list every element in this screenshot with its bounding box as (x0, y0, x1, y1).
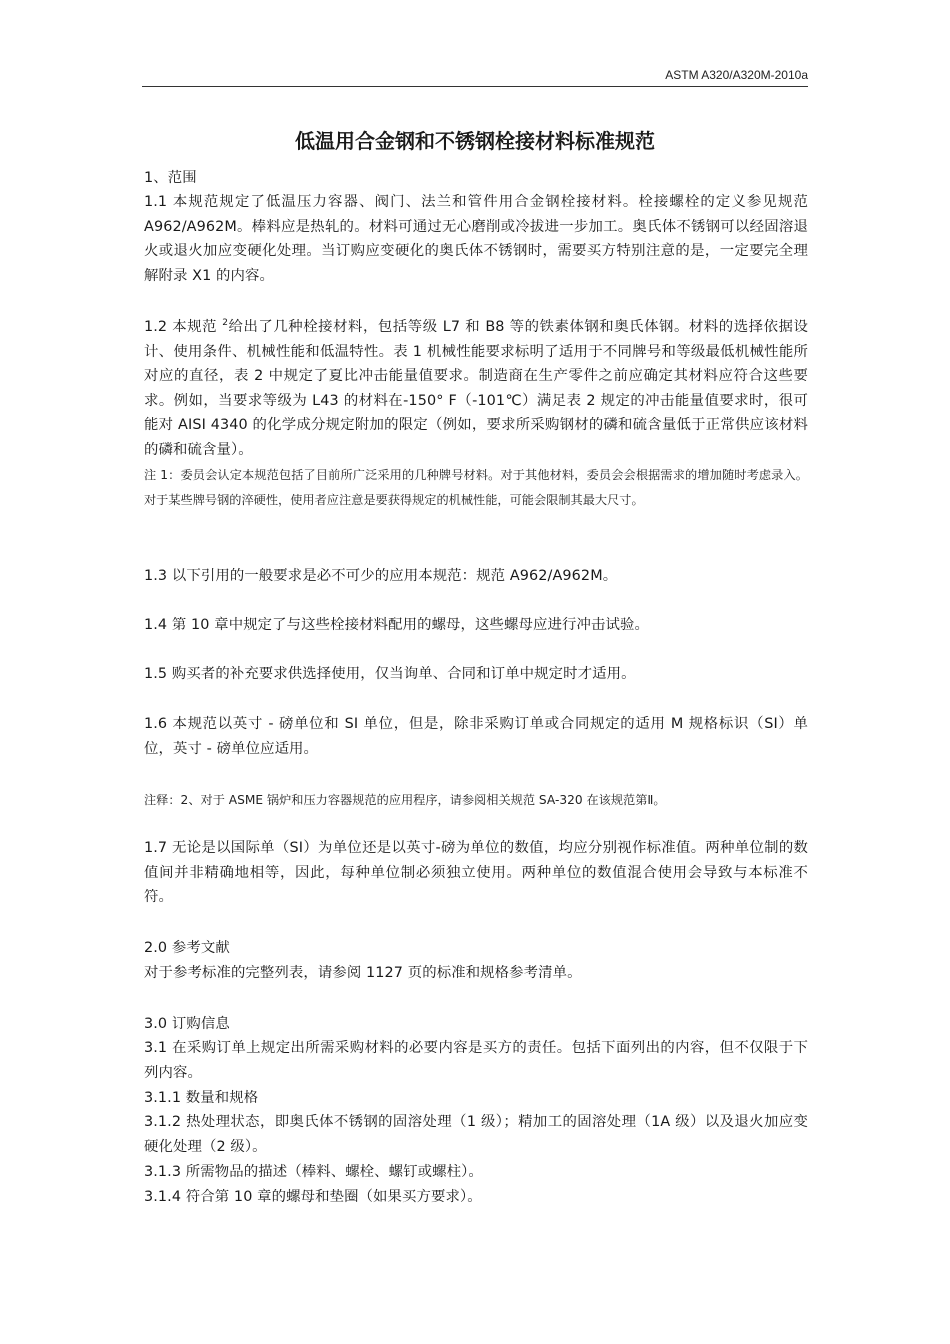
paragraph-1-2-body: 给出了几种栓接材料，包括等级 L7 和 B8 等的铁素体钢和奥氏体钢。材料的选择依据设计、使用条件、机械性能和低温特性。表 1 机械性能要求标明了适用于不同牌号和等级最低机械性能所对应的直径，表 2 中规定了夏比冲击能量值要求。制造商在生产零件之前应确定其材料应符合这些要求。例如，当要求等级为 L43 的材料在-150° F（-101℃）满足表 2 规定的冲击能量值要求时，很可能对 AISI 4340 的化学成分规定附加的限定（例如，要求所采购钢材的磷和硫含量低于正常供应该材料的磷和硫含量）。 (144, 319, 808, 458)
paragraph-1-5: 1.5 购买者的补充要求供选择使用，仅当询单、合同和订单中规定时才适用。 (144, 666, 636, 682)
paragraph-1-2 (144, 315, 808, 463)
paragraph-1-6: 1.6 本规范以英寸 - 磅单位和 SI 单位，但是，除非采购订单或合同规定的适用 M 规格标识（SI）单位，英寸 - 磅单位应适用。 (144, 716, 808, 757)
paragraph-3-1-4: 3.1.4 符合第 10 章的螺母和垫圈（如果买方要求）。 (144, 1189, 482, 1205)
paragraph-3-1-1: 3.1.1 数量和规格 (144, 1090, 259, 1106)
paragraph-1-7: 1.7 无论是以国际单（SI）为单位还是以英寸-磅为单位的数值，均应分别视作标准值。两种单位制的数值间并非精确地相等，因此，每种单位制必须独立使用。两种单位的数值混合使用会导致与本标准不符。 (144, 840, 808, 906)
note-1: 注 1：委员会认定本规范包括了目前所广泛采用的几种牌号材料。对于其他材料，委员会会根据需求的增加随时考虑录入。对于某些牌号钢的淬硬性，使用者应注意是要获得规定的机械性能，可能会限制其最大尺寸。 (144, 468, 808, 507)
page-title: 低温用合金钢和不锈钢栓接材料标准规范 (295, 129, 655, 153)
paragraph-2-0: 对于参考标准的完整列表，请参阅 1127 页的标准和规格参考清单。 (144, 965, 582, 981)
paragraph-1-4: 1.4 第 10 章中规定了与这些栓接材料配用的螺母，这些螺母应进行冲击试验。 (144, 617, 649, 633)
section-3-heading: 3.0 订购信息 (144, 1016, 230, 1032)
paragraph-1-1: 1.1 本规范规定了低温压力容器、阀门、法兰和管件用合金钢栓接材料。栓接螺栓的定义参见规范 A962/A962M。棒料应是热轧的。材料可通过无心磨削或冷拔进一步加工。奥氏体不锈钢可以经固溶退火或退火加应变硬化处理。当订购应变硬化的奥氏体不锈钢时，需要买方特别注意的是，一定要完全理解附录 X1 的内容。 (144, 194, 808, 284)
note-2: 注释：2、对于 ASME 锅炉和压力容器规范的应用程序，请参阅相关规范 SA-320 在该规范第Ⅱ。 (144, 793, 666, 807)
section-2-heading: 2.0 参考文献 (144, 940, 230, 956)
paragraph-1-3: 1.3 以下引用的一般要求是必不可少的应用本规范：规范 A962/A962M。 (144, 568, 618, 584)
footnote-ref: 2 (222, 318, 229, 328)
paragraph-3-1-2: 3.1.2 热处理状态，即奥氏体不锈钢的固溶处理（1 级）；精加工的固溶处理（1A 级）以及退火加应变硬化处理（2 级）。 (144, 1114, 808, 1155)
paragraph-3-1-3: 3.1.3 所需物品的描述（棒料、螺栓、螺钉或螺柱）。 (144, 1164, 483, 1180)
paragraph-3-1: 3.1 在采购订单上规定出所需采购材料的必要内容是买方的责任。包括下面列出的内容，但不仅限于下列内容。 (144, 1040, 808, 1081)
paragraph-1-2-lead: 1.2 本规范 (144, 319, 218, 335)
document-id: ASTM A320/A320M-2010a (665, 68, 808, 82)
running-header (142, 66, 808, 87)
section-1-heading: 1、范围 (144, 170, 197, 186)
